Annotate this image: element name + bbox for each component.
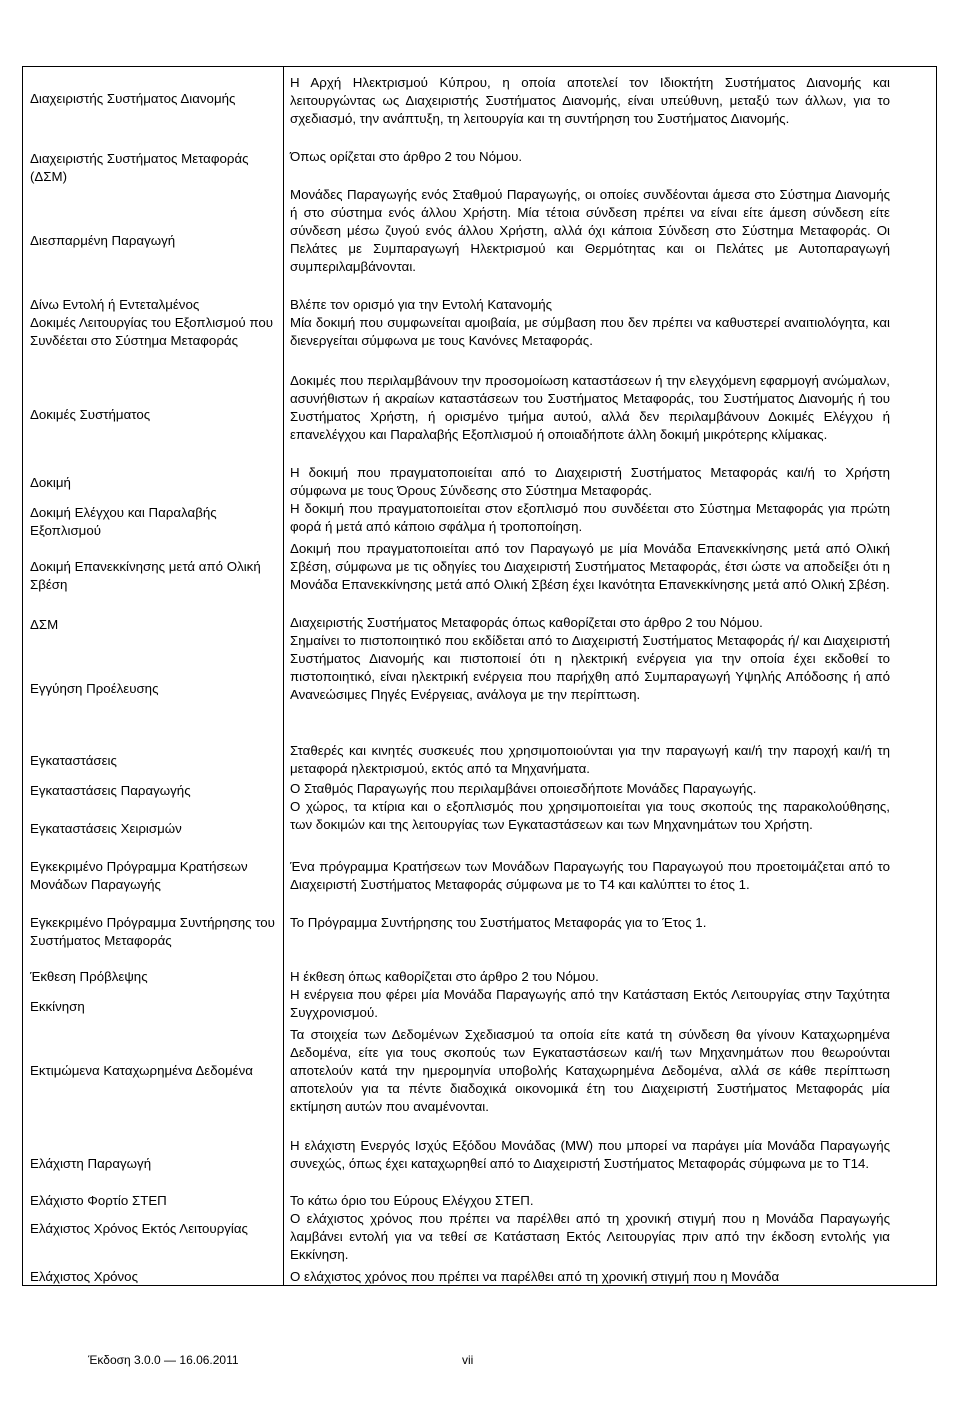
definition-7: Η δοκιμή που πραγματοποιείται από το Διαχειριστή Συστήματος Μεταφοράς και/ή το Χρήστη σύμφωνα με τους Όρους Σύνδεσης στο Σύστημα Μεταφοράς.	[290, 465, 890, 498]
term-17: Έκθεση Πρόβλεψης	[30, 969, 148, 984]
term-18: Εκκίνηση	[30, 999, 85, 1014]
term-4: Δίνω Εντολή ή Εντεταλμένος	[30, 297, 200, 312]
term-14: Εγκαταστάσεις Χειρισμών	[30, 821, 182, 836]
definition-2: Όπως ορίζεται στο άρθρο 2 του Νόμου.	[290, 149, 523, 164]
term-22: Ελάχιστος Χρόνος Εκτός Λειτουργίας	[30, 1221, 248, 1236]
term-19: Εκτιμώμενα Καταχωρημένα Δεδομένα	[30, 1063, 253, 1078]
definition-6: Δοκιμές που περιλαμβάνουν την προσομοίωση καταστάσεων ή την ελεγχόμενη εφαρμογή ανώμαλων, ασυνήθιστων ή ακραίων καταστάσεων του Συστήματος Μεταφοράς, του Συστήματος Διανομής ή του Συστήματος Χρήστη, ή ορισμένο τμήμα αυτού, αλλά δεν περιλαμβάνουν Δοκιμές Ελέγχου ή επανελέγχου και Παραλαβής Εξοπλισμού ή οποιαδήποτε άλλη δοκιμή μικρότερης κλίμακας.	[290, 373, 890, 442]
term-9: Δοκιμή Επανεκκίνησης μετά από Ολική Σβέση	[30, 559, 261, 592]
term-20: Ελάχιστη Παραγωγή	[30, 1156, 152, 1171]
column-divider	[283, 66, 284, 1286]
term-11: Εγγύηση Προέλευσης	[30, 681, 159, 696]
definition-19: Τα στοιχεία των Δεδομένων Σχεδιασμού τα οποία είτε κατά τη σύνδεση θα γίνουν Καταχωρημένα Δεδομένα, είτε για τους σκοπούς των Εγκαταστάσεων και/ή των Μηχανημάτων που θεωρούνται αποτελούν κατά την ημερομηνία υποβολής Καταχωρημένα Δεδομένα, αλλά σε κάθε περίπτωση αποτελούν για τα πέντε διαδοχικά οικονομικά έτη του Διαχειριστή Συστήματος Μεταφοράς μία εκτίμηση αυτών που αναμένονται.	[290, 1027, 890, 1114]
term-12: Εγκαταστάσεις	[30, 753, 117, 768]
term-15: Εγκεκριμένο Πρόγραμμα Κρατήσεων Μονάδων Παραγωγής	[30, 859, 248, 892]
definition-12: Σταθερές και κινητές συσκευές που χρησιμοποιούνται για την παραγωγή και/ή την παροχή και/ή τη μεταφορά ηλεκτρισμού, εκτός από τα Μηχανήματα.	[290, 743, 890, 776]
definition-14: Ο χώρος, τα κτίρια και ο εξοπλισμός που χρησιμοποιείται για τους σκοπούς της παρακολούθησης, των δοκιμών και της λειτουργίας των Εγκαταστάσεων και των Μηχανημάτων του Χρήστη.	[290, 799, 890, 832]
term-6: Δοκιμές Συστήματος	[30, 407, 151, 422]
definition-5: Μία δοκιμή που συμφωνείται αμοιβαία, με σύμβαση που δεν πρέπει να καθυστερεί αναιτιολόγητα, και διενεργείται σύμφωνα με τους Κανόνες Μεταφοράς.	[290, 315, 890, 348]
footer-page-number: vii	[462, 1353, 474, 1367]
definition-17: Η έκθεση όπως καθορίζεται στο άρθρο 2 του Νόμου.	[290, 969, 599, 984]
term-5: Δοκιμές Λειτουργίας του Εξοπλισμού που Συνδέεται στο Σύστημα Μεταφοράς	[30, 315, 274, 348]
definition-21: Το κάτω όριο του Εύρους Ελέγχου ΣΤΕΠ.	[290, 1193, 534, 1208]
term-16: Εγκεκριμένο Πρόγραμμα Συντήρησης του Συστήματος Μεταφοράς	[30, 915, 275, 948]
term-8: Δοκιμή Ελέγχου και Παραλαβής Εξοπλισμού	[30, 505, 217, 538]
definition-4: Βλέπε τον ορισμό για την Εντολή Κατανομής	[290, 297, 553, 312]
term-10: ΔΣΜ	[30, 617, 59, 632]
definition-11: Σημαίνει το πιστοποιητικό που εκδίδεται από το Διαχειριστή Συστήματος Μεταφοράς ή/ και Διαχειριστή Συστήματος Διανομής και πιστοποιεί ότι η ηλεκτρική ενέργεια για την οποία έχει εκδοθεί το πιστοποιητικό, είναι ηλεκτρική ενέργεια που παρήχθη από Συμπαραγωγή Υψηλής Απόδοσης ή από Ανανεώσιμες Πηγές Ενέργειας, ανάλογα με την περίπτωση.	[290, 633, 890, 702]
term-7: Δοκιμή	[30, 475, 71, 490]
definition-3: Μονάδες Παραγωγής ενός Σταθμού Παραγωγής, οι οποίες συνδέονται άμεσα στο Σύστημα Διανομής ή στο σύστημα ενός άλλου Χρήστη. Μία τέτοια σύνδεση πρέπει να είναι είτε άμεση σύνδεση είτε σύνδεση μέσω ζυγού ενός άλλου Χρήστη, αλλά όχι κάποια Σύνδεση στο Σύστημα Μεταφοράς. Οι Πελάτες με Συμπαραγωγή Ηλεκτρισμού και Θερμότητας και οι Πελάτες με Αυτοπαραγωγή συμπεριλαμβάνονται.	[290, 187, 890, 274]
definition-9: Δοκιμή που πραγματοποιείται από τον Παραγωγό με μία Μονάδα Επανεκκίνησης μετά από Ολική Σβέση, σύμφωνα με τις οδηγίες του Διαχειριστή Συστήματος Μεταφοράς, έτσι ώστε να αποδείξει ότι η Μονάδα Επανεκκίνησης μετά από Ολική Σβέση έχει Ικανότητα Επανεκκίνησης μετά από Ολική Σβέση.	[290, 541, 890, 592]
term-23: Ελάχιστος Χρόνος	[30, 1269, 138, 1284]
definition-18: Η ενέργεια που φέρει μία Μονάδα Παραγωγής από την Κατάσταση Εκτός Λειτουργίας στην Ταχύτητα Συγχρονισμού.	[290, 987, 890, 1020]
definition-13: Ο Σταθμός Παραγωγής που περιλαμβάνει οποιεσδήποτε Μονάδες Παραγωγής.	[290, 781, 757, 796]
definition-15: Ένα πρόγραμμα Κρατήσεων των Μονάδων Παραγωγής του Παραγωγού που προετοιμάζεται από το Διαχειριστή Συστήματος Μεταφοράς σύμφωνα με το Τ4 και καλύπτει το έτος 1.	[290, 859, 890, 892]
term-21: Ελάχιστο Φορτίο ΣΤΕΠ	[30, 1193, 167, 1208]
term-13: Εγκαταστάσεις Παραγωγής	[30, 783, 191, 798]
term-1: Διαχειριστής Συστήματος Διανομής	[30, 91, 236, 106]
definition-16: Το Πρόγραμμα Συντήρησης του Συστήματος Μεταφοράς για το Έτος 1.	[290, 915, 707, 930]
definition-20: Η ελάχιστη Ενεργός Ισχύς Εξόδου Μονάδας (MW) που μπορεί να παράγει μία Μονάδα Παραγωγής συνεχώς, όπως έχει καταχωρηθεί από το Διαχειριστή Συστήματος Μεταφοράς σύμφωνα με το Τ14.	[290, 1138, 890, 1171]
definition-22: Ο ελάχιστος χρόνος που πρέπει να παρέλθει από τη χρονική στιγμή που η Μονάδα Παραγωγής λαμβάνει εντολή για να τεθεί σε Κατάσταση Εκτός Λειτουργίας πριν από την έκδοση εντολής για Εκκίνηση.	[290, 1211, 890, 1262]
definition-8: Η δοκιμή που πραγματοποιείται στον εξοπλισμό που συνδέεται στο Σύστημα Μεταφοράς για πρώτη φορά ή μετά από κάποιο σφάλμα ή τροποποίηση.	[290, 501, 890, 534]
term-3: Διεσπαρμένη Παραγωγή	[30, 233, 176, 248]
footer-version: Έκδοση 3.0.0 — 16.06.2011	[88, 1353, 239, 1367]
definition-23: Ο ελάχιστος χρόνος που πρέπει να παρέλθει από τη χρονική στιγμή που η Μονάδα	[290, 1269, 780, 1284]
term-2: Διαχειριστής Συστήματος Μεταφοράς (ΔΣΜ)	[30, 151, 249, 184]
definition-1: Η Αρχή Ηλεκτρισμού Κύπρου, η οποία αποτελεί τον Ιδιοκτήτη Συστήματος Διανομής και λειτουργώντας ως Διαχειριστής Συστήματος Διανομής, είναι υπεύθυνη, μεταξύ των άλλων, για το σχεδιασμό, την ανάπτυξη, τη λειτουργία και τη συντήρηση του Συστήματος Διανομής.	[290, 75, 890, 126]
definition-10: Διαχειριστής Συστήματος Μεταφοράς όπως καθορίζεται στο άρθρο 2 του Νόμου.	[290, 615, 763, 630]
